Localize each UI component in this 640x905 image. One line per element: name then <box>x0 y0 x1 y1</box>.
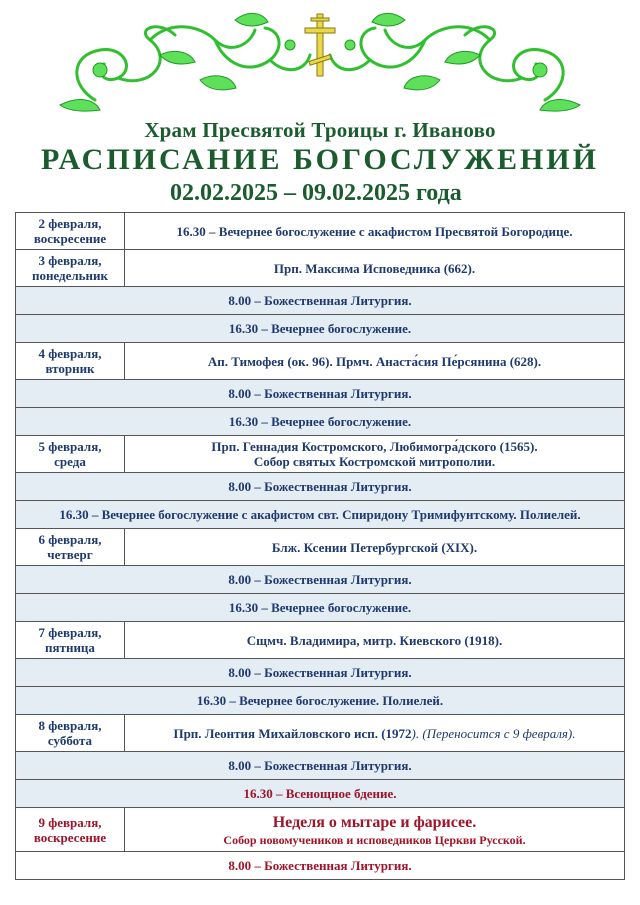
service-cell: 16.30 – Вечернее богослужение. Полиелей. <box>16 687 625 715</box>
table-row <box>16 715 625 752</box>
saint-cell: Блж. Ксении Петербургской (XIX). <box>125 529 625 566</box>
day-cell: 7 февраля, пятница <box>16 622 125 659</box>
table-row <box>16 752 625 780</box>
table-row <box>16 566 625 594</box>
saint-cell: Прп. Леонтия Михайловского исп. (1972). (Переносится с 9 февраля). <box>125 715 625 752</box>
service-cell: 8.00 – Божественная Литургия. <box>16 473 625 501</box>
service-cell: 16.30 – Вечернее богослужение с акафистом Пресвятой Богородице. <box>125 213 625 250</box>
table-row <box>16 408 625 436</box>
table-row <box>16 315 625 343</box>
service-cell: 8.00 – Божественная Литургия. <box>16 566 625 594</box>
date-range: 02.02.2025 – 09.02.2025 года <box>170 180 462 206</box>
table-row <box>16 473 625 501</box>
table-row <box>16 659 625 687</box>
table-row <box>16 250 625 287</box>
saint-cell: Прп. Геннадия Костромского, Любимогра́дского (1565). Собор святых Костромской митрополии. <box>125 436 625 473</box>
table-row <box>16 380 625 408</box>
table-row <box>16 501 625 529</box>
service-cell: 8.00 – Божественная Литургия. <box>16 287 625 315</box>
day-cell-feast: 9 февраля, воскресение <box>16 808 125 852</box>
page-title: РАСПИСАНИЕ БОГОСЛУЖЕНИЙ <box>41 143 599 176</box>
table-row <box>16 780 625 808</box>
table-row <box>16 213 625 250</box>
table-row <box>16 622 625 659</box>
day-cell: 3 февраля, понедельник <box>16 250 125 287</box>
feast-cell: Неделя о мытаре и фарисее. Собор новомучеников и исповедников Церкви Русской. <box>125 808 625 852</box>
table-row <box>16 808 625 852</box>
service-cell: 8.00 – Божественная Литургия. <box>16 380 625 408</box>
schedule-table <box>15 212 625 880</box>
service-cell: 8.00 – Божественная Литургия. <box>16 752 625 780</box>
day-cell: 5 февраля, среда <box>16 436 125 473</box>
service-cell: 8.00 – Божественная Литургия. <box>16 659 625 687</box>
table-row <box>16 343 625 380</box>
day-cell: 4 февраля, вторник <box>16 343 125 380</box>
table-row <box>16 852 625 880</box>
saint-cell: Сщмч. Владимира, митр. Киевского (1918). <box>125 622 625 659</box>
table-row <box>16 436 625 473</box>
day-cell: 2 февраля, воскресение <box>16 213 125 250</box>
day-cell: 6 февраля, четверг <box>16 529 125 566</box>
service-cell: 16.30 – Вечернее богослужение. <box>16 408 625 436</box>
day-cell: 8 февраля, суббота <box>16 715 125 752</box>
table-row <box>16 594 625 622</box>
table-row <box>16 529 625 566</box>
service-cell-feast: 8.00 – Божественная Литургия. <box>16 852 625 880</box>
service-cell-feast: 16.30 – Всенощное бдение. <box>16 780 625 808</box>
table-row <box>16 287 625 315</box>
service-cell: 16.30 – Вечернее богослужение. <box>16 315 625 343</box>
service-cell: 16.30 – Вечернее богослужение. <box>16 594 625 622</box>
floral-ornament <box>0 0 640 120</box>
saint-cell: Прп. Максима Исповедника (662). <box>125 250 625 287</box>
service-cell: 16.30 – Вечернее богослужение с акафистом свт. Спиридону Тримифунтскому. Полиелей. <box>16 501 625 529</box>
church-name: Храм Пресвятой Троицы г. Иваново <box>144 118 496 142</box>
orthodox-cross-icon <box>305 14 335 76</box>
transfer-note: ). (Переносится с 9 февраля). <box>411 725 576 741</box>
saint-cell: Ап. Тимофея (ок. 96). Прмч. Анаста́сия Пе́рсянина (628). <box>125 343 625 380</box>
table-row <box>16 687 625 715</box>
